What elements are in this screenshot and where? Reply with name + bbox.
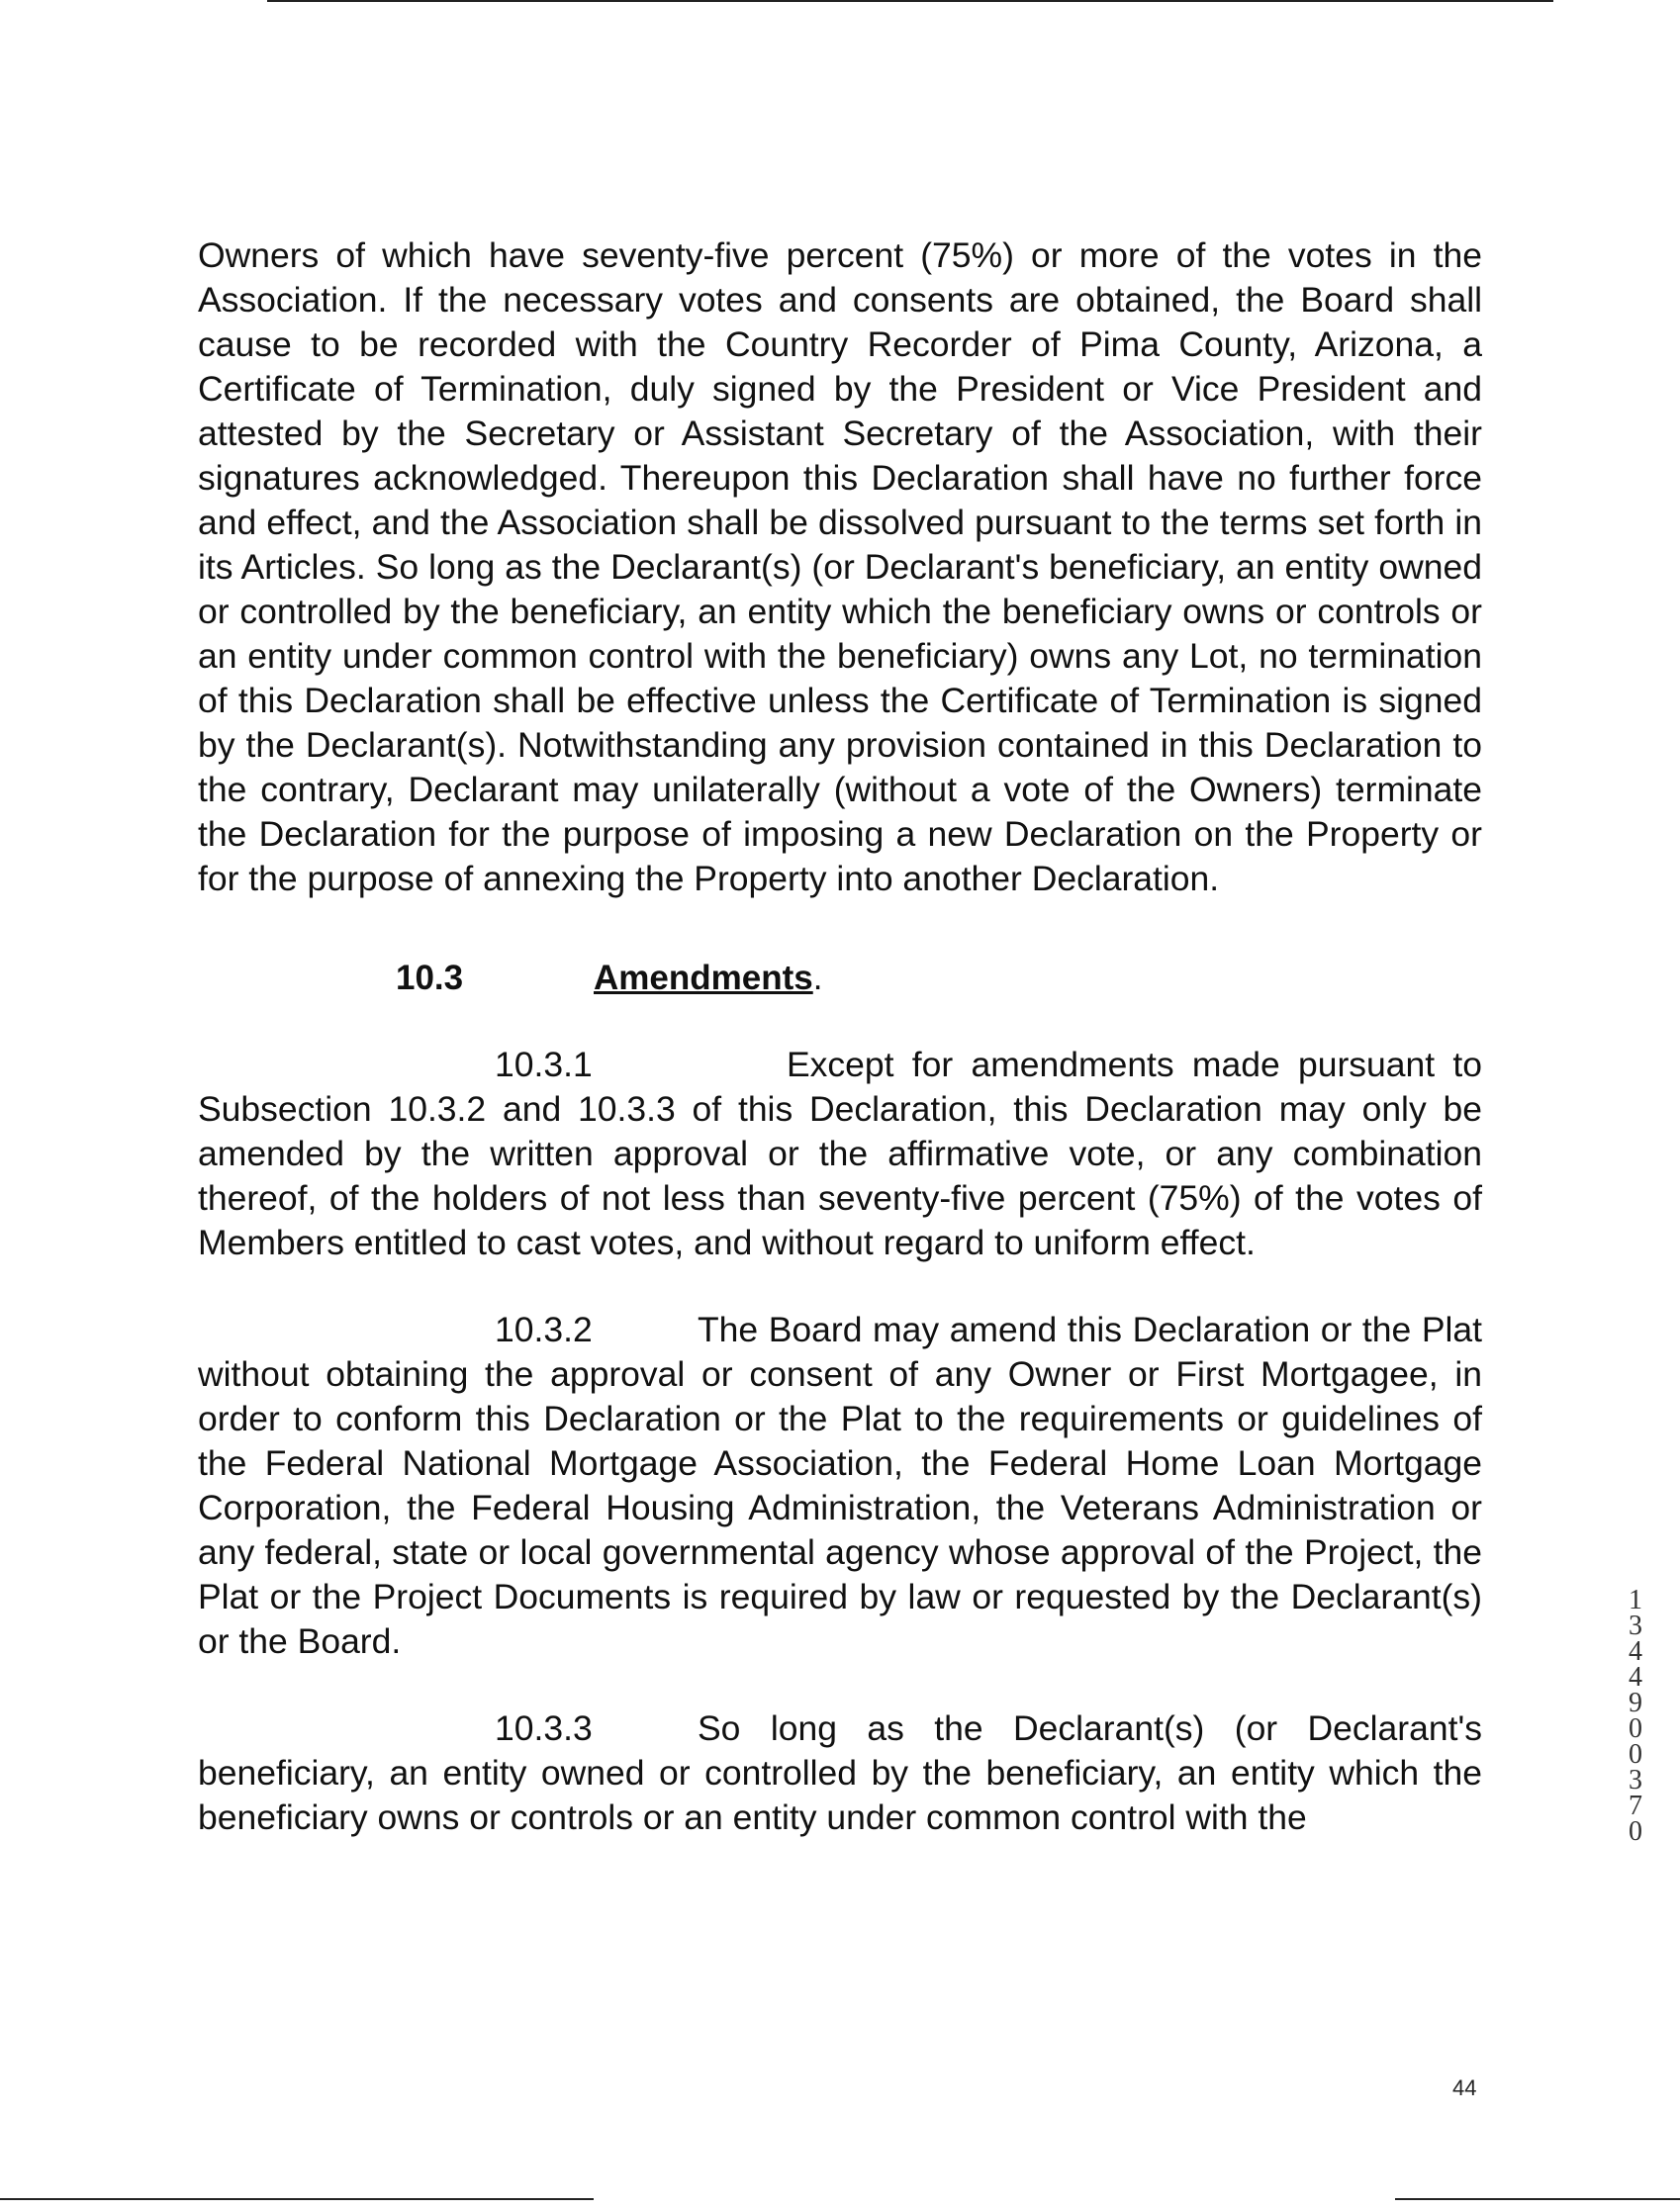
subsection-10-3-1 [198,1043,1482,1265]
subsection-10-3-2 [198,1308,1482,1664]
top-rule [267,0,1553,2]
subsection-number: 10.3.2 [495,1310,593,1349]
subsection-number: 10.3.1 [495,1045,593,1084]
bottom-rule-right [1395,2198,1680,2200]
section-heading [198,956,1482,1000]
bottom-rule-left [0,2198,594,2200]
subsection-text: Except for amendments made pursuant to Subsection 10.3.2 and 10.3.3 of this Declaration, this Declaration may only be amended by the written approval or the affirmative vote, or any combination thereof, of the holders of not less than seventy-five percent (75%) of the votes of Members entitled to cast votes, and without regard to uniform effect. [198,1045,1482,1262]
section-number: 10.3 [396,959,464,997]
subsection-text: So long as the Declarant(s) (or Declarant's beneficiary, an entity owned or controlled by the beneficiary, an entity which the beneficiary owns or controls or an entity under common control with the [198,1708,1482,1837]
subsection-text: The Board may amend this Declaration or the Plat without obtaining the approval or consent of any Owner or First Mortgagee, in order to conform this Declaration or the Plat to the requirements or guidelines of the Federal National Mortgage Association, the Federal Home Loan Mortgage Corporation, the Federal Housing Administration, the Veterans Administration or any federal, state or local governmental agency whose approval of the Project, the Plat or the Project Documents is required by law or requested by the Declarant(s) or the Board. [198,1310,1482,1661]
recording-number-stamp: 13449 00370 [1629,1585,1642,1847]
section-title-suffix: . [812,959,823,997]
document-body [198,233,1482,1840]
opening-paragraph: Owners of which have seventy-five percent (75%) or more of the votes in the Association. If the necessary votes and consents are obtained, the Board shall cause to be recorded with the Country Recorder of Pima County, Arizona, a Certificate of Termination, duly signed by the President or Vice President and attested by the Secretary or Assistant Secretary of the Association, with their signatures acknowledged. Thereupon this Declaration shall have no further force and effect, and the Association shall be dissolved pursuant to the terms set forth in its Articles. So long as the Declarant(s) (or Declarant's beneficiary, an entity owned or controlled by the beneficiary, an entity which the beneficiary owns or controls or an entity under common control with the beneficiary) owns any Lot, no termination of this Declaration shall be effective unless the Certificate of Termination is signed by the Declarant(s). Notwithstanding any provision contained in this Declaration to the contrary, Declarant may unilaterally (without a vote of the Owners) terminate the Declaration for the purpose of imposing a new Declaration on the Property or for the purpose of annexing the Property into another Declaration. [198,235,1482,898]
section-title: Amendments [594,959,813,997]
subsection-10-3-3 [198,1706,1482,1840]
page-number: 44 [1452,2075,1477,2100]
subsection-number: 10.3.3 [495,1708,593,1748]
